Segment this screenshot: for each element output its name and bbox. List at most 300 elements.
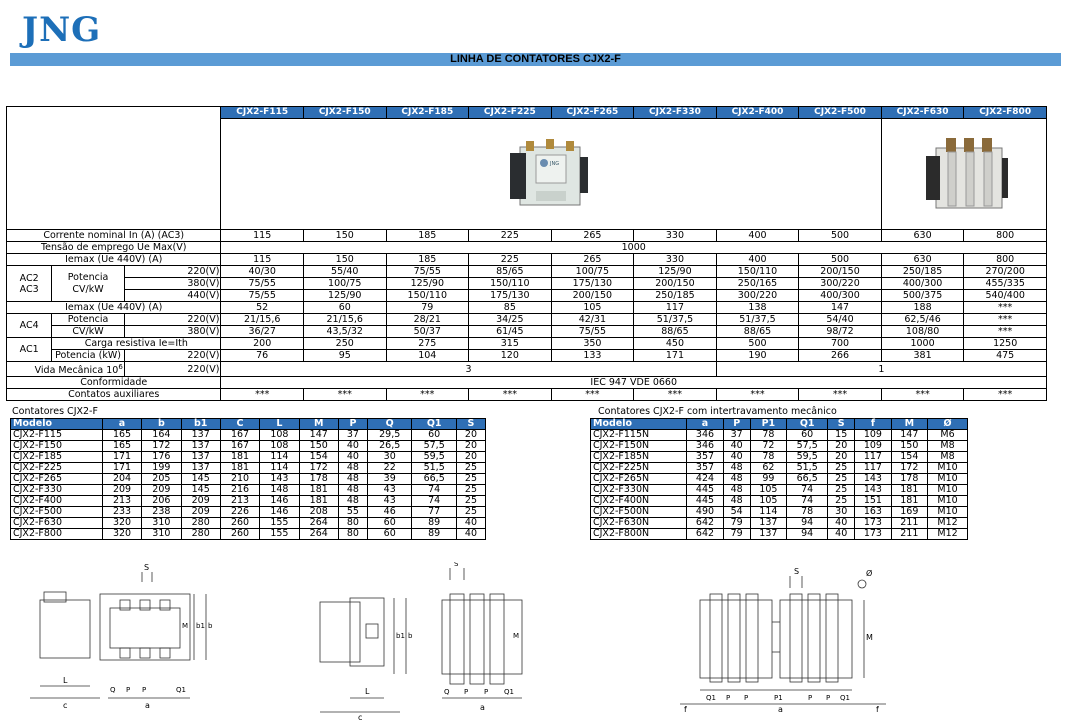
cell: IEC 947 VDE 0660 — [221, 377, 1047, 389]
table-cell: 15 — [828, 430, 855, 441]
cell: 61/45 — [469, 326, 552, 338]
interlock-dimensions-table — [590, 418, 968, 540]
cell: 450 — [634, 338, 717, 350]
table-cell: 145 — [181, 474, 220, 485]
dim-label-M: M — [866, 633, 873, 642]
potencia-label — [52, 266, 124, 302]
table-cell: 346 — [687, 441, 723, 452]
cell: 54/40 — [799, 314, 882, 326]
table-cell: 310 — [142, 529, 181, 540]
cell: 150/110 — [716, 266, 799, 278]
table-cell: 25 — [828, 485, 855, 496]
cell: 225 — [469, 254, 552, 266]
table-cell: 167 — [220, 430, 259, 441]
table-cell: 147 — [891, 430, 927, 441]
table-cell: 59,5 — [412, 452, 456, 463]
table-cell: 114 — [260, 452, 299, 463]
spec-row-ac4-220 — [7, 314, 1047, 326]
table-cell: 490 — [687, 507, 723, 518]
cell: 75/55 — [551, 326, 634, 338]
voltage-label: 220(V) — [124, 362, 221, 377]
table-cell: 176 — [142, 452, 181, 463]
table-cell: 25 — [456, 485, 485, 496]
table-cell: 206 — [142, 496, 181, 507]
table-cell: 48 — [338, 496, 367, 507]
table-cell: 320 — [102, 529, 141, 540]
table-cell: 117 — [855, 452, 891, 463]
cell: 200 — [221, 338, 304, 350]
dim-label-c: c — [63, 701, 68, 710]
table-cell: 445 — [687, 485, 723, 496]
cell: 125/90 — [634, 266, 717, 278]
table-cell: 346 — [687, 430, 723, 441]
table-cell: 145 — [181, 485, 220, 496]
cell: 52 — [221, 302, 304, 314]
table-cell: 114 — [260, 463, 299, 474]
cell: 300/220 — [799, 278, 882, 290]
cell: 185 — [386, 254, 469, 266]
cell: 85/65 — [469, 266, 552, 278]
table-cell: 209 — [181, 496, 220, 507]
cell: 60 — [303, 302, 386, 314]
table-row — [11, 430, 486, 441]
column-header: Modelo — [591, 419, 687, 430]
table-cell: 137 — [181, 441, 220, 452]
table-cell: 39 — [367, 474, 411, 485]
table-cell: 60 — [787, 430, 828, 441]
cell: *** — [469, 389, 552, 401]
dim-label-P: P — [808, 694, 813, 702]
cell: 51/37,5 — [716, 314, 799, 326]
table-cell: 226 — [220, 507, 259, 518]
row-label: Tensão de emprego Ue Max(V) — [7, 242, 221, 254]
table-cell: 146 — [260, 496, 299, 507]
dim-label-Q1: Q1 — [840, 694, 850, 702]
table-cell: 171 — [102, 452, 141, 463]
cell: 100/75 — [551, 266, 634, 278]
spec-row-ac1-potencia — [7, 350, 1047, 362]
table-cell: 209 — [102, 485, 141, 496]
table-cell: 154 — [891, 452, 927, 463]
table-cell: CJX2-F150 — [11, 441, 103, 452]
dim-label-b1: b1 — [396, 632, 405, 640]
table-cell: 424 — [687, 474, 723, 485]
cell: 500 — [716, 338, 799, 350]
table-cell: 155 — [260, 518, 299, 529]
model-header: CJX2-F225 — [469, 107, 552, 119]
cell: 400 — [716, 254, 799, 266]
voltage-label: 380(V) — [124, 326, 221, 338]
table-cell: 181 — [891, 485, 927, 496]
table-cell: 181 — [220, 463, 259, 474]
potencia-text: Potencia — [67, 271, 109, 283]
cell: 250/185 — [634, 290, 717, 302]
table-cell: 165 — [102, 441, 141, 452]
cell: 1250 — [964, 338, 1047, 350]
table-row — [11, 529, 486, 540]
cell: 200/150 — [799, 266, 882, 278]
table-cell: CJX2-F115N — [591, 430, 687, 441]
table-cell: 78 — [750, 452, 786, 463]
table-row — [11, 463, 486, 474]
table-cell: CJX2-F150N — [591, 441, 687, 452]
table-cell: 40 — [723, 441, 750, 452]
table-cell: 357 — [687, 463, 723, 474]
table-row — [11, 474, 486, 485]
cell: 250/165 — [716, 278, 799, 290]
cell: 500/375 — [881, 290, 964, 302]
table-cell: 74 — [412, 485, 456, 496]
spec-row-ac3-220 — [7, 266, 1047, 278]
table-cell: 216 — [220, 485, 259, 496]
spec-row-vida — [7, 362, 1047, 377]
table-cell: 150 — [299, 441, 338, 452]
table-cell: 211 — [891, 518, 927, 529]
table-cell: M8 — [928, 441, 968, 452]
table-cell: 209 — [181, 507, 220, 518]
table-cell: 40 — [828, 529, 855, 540]
table-cell: M12 — [928, 518, 968, 529]
table-cell: 80 — [338, 518, 367, 529]
table-cell: CJX2-F630N — [591, 518, 687, 529]
table-cell: CJX2-F265 — [11, 474, 103, 485]
column-header: b — [142, 419, 181, 430]
column-header: S — [456, 419, 485, 430]
cell: 105 — [551, 302, 634, 314]
table-cell: 108 — [260, 430, 299, 441]
table-cell: 20 — [828, 452, 855, 463]
cell: 150 — [303, 254, 386, 266]
dim-label-S: S — [794, 567, 800, 576]
cell: 117 — [634, 302, 717, 314]
row-label: Iemax (Ue 440V) (A) — [7, 254, 221, 266]
model-header: CJX2-F400 — [716, 107, 799, 119]
cell: 800 — [964, 254, 1047, 266]
cell: 40/30 — [221, 266, 304, 278]
table-cell: 74 — [412, 496, 456, 507]
table-cell: 78 — [750, 430, 786, 441]
table-cell: 233 — [102, 507, 141, 518]
table-cell: 137 — [750, 518, 786, 529]
cell: 115 — [221, 230, 304, 242]
cell: 330 — [634, 230, 717, 242]
cell: 1000 — [881, 338, 964, 350]
voltage-label: 220(V) — [124, 350, 221, 362]
spec-row-iemax-ac4 — [7, 302, 1047, 314]
column-header: Q — [367, 419, 411, 430]
dimensions-caption: Contatores CJX2-F — [12, 406, 98, 417]
cell: 150/110 — [386, 290, 469, 302]
row-label: Carga resistiva Ie=Ith — [52, 338, 221, 350]
table-cell: 165 — [102, 430, 141, 441]
row-label: Conformidade — [7, 377, 221, 389]
table-cell: 25 — [456, 474, 485, 485]
cell: *** — [221, 389, 304, 401]
table-cell: 22 — [367, 463, 411, 474]
table-cell: 211 — [891, 529, 927, 540]
table-cell: 79 — [723, 518, 750, 529]
vida-label — [7, 362, 125, 377]
table-cell: 30 — [367, 452, 411, 463]
cell: *** — [964, 314, 1047, 326]
table-cell: 445 — [687, 496, 723, 507]
cell: 104 — [386, 350, 469, 362]
table-cell: 155 — [260, 529, 299, 540]
cell: 175/130 — [469, 290, 552, 302]
table-cell: 173 — [855, 518, 891, 529]
table-cell: 26,5 — [367, 441, 411, 452]
cell: *** — [634, 389, 717, 401]
cell: 455/335 — [964, 278, 1047, 290]
column-header: Q1 — [787, 419, 828, 430]
cell: 175/130 — [551, 278, 634, 290]
table-cell: 20 — [456, 430, 485, 441]
table-cell: M10 — [928, 507, 968, 518]
table-cell: 57,5 — [787, 441, 828, 452]
column-header: a — [102, 419, 141, 430]
table-cell: 66,5 — [412, 474, 456, 485]
cell: 79 — [386, 302, 469, 314]
dim-label-P: P — [142, 686, 147, 694]
spec-row-ac3-380 — [7, 278, 1047, 290]
table-cell: 143 — [855, 485, 891, 496]
cell: 120 — [469, 350, 552, 362]
table-cell: CJX2-F630 — [11, 518, 103, 529]
table-cell: 94 — [787, 518, 828, 529]
table-cell: 51,5 — [412, 463, 456, 474]
column-header: P — [338, 419, 367, 430]
model-header: CJX2-F630 — [881, 107, 964, 119]
column-header: f — [855, 419, 891, 430]
table-cell: 172 — [142, 441, 181, 452]
cell: 21/15,6 — [303, 314, 386, 326]
table-cell: 40 — [723, 452, 750, 463]
dim-label-a: a — [145, 701, 150, 710]
model-header: CJX2-F115 — [221, 107, 304, 119]
table-cell: 43 — [367, 496, 411, 507]
table-cell: 280 — [181, 529, 220, 540]
table-cell: 213 — [102, 496, 141, 507]
table-cell: 51,5 — [787, 463, 828, 474]
dim-label-L: L — [63, 676, 68, 685]
voltage-label: 380(V) — [124, 278, 221, 290]
cell: *** — [964, 326, 1047, 338]
dim-label-Q1: Q1 — [504, 688, 514, 696]
cell: 50/37 — [386, 326, 469, 338]
table-cell: 310 — [142, 518, 181, 529]
dim-label-Q1: Q1 — [176, 686, 186, 694]
cell: 275 — [386, 338, 469, 350]
table-cell: 151 — [855, 496, 891, 507]
cell: 200/150 — [551, 290, 634, 302]
table-row — [11, 507, 486, 518]
dim-label-b: b — [408, 632, 413, 640]
table-cell: 72 — [750, 441, 786, 452]
table-cell: 48 — [723, 496, 750, 507]
column-header: b1 — [181, 419, 220, 430]
column-header: P — [723, 419, 750, 430]
table-cell: 109 — [855, 441, 891, 452]
potencia-text: Potencia — [52, 314, 124, 326]
table-cell: 48 — [338, 474, 367, 485]
voltage-label: 220(V) — [124, 314, 221, 326]
table-cell: M12 — [928, 529, 968, 540]
table-cell: 105 — [750, 485, 786, 496]
cell: 315 — [469, 338, 552, 350]
cell: 225 — [469, 230, 552, 242]
dim-label-M: M — [182, 622, 189, 630]
table-cell: 137 — [181, 452, 220, 463]
dim-label-P: P — [726, 694, 731, 702]
table-cell: 109 — [855, 430, 891, 441]
cell: 43,5/32 — [303, 326, 386, 338]
table-row — [11, 452, 486, 463]
ac2-label: AC2 — [19, 272, 39, 284]
table-row — [591, 441, 968, 452]
table-row — [591, 496, 968, 507]
table-cell: 173 — [855, 529, 891, 540]
cell: 115 — [221, 254, 304, 266]
spec-row-auxiliares — [7, 389, 1047, 401]
spec-row-tensao — [7, 242, 1047, 254]
table-cell: 357 — [687, 452, 723, 463]
cell: 1000 — [221, 242, 1047, 254]
table-cell: 209 — [142, 485, 181, 496]
dim-label-P: P — [826, 694, 831, 702]
cell: 500 — [799, 230, 882, 242]
cell: 540/400 — [964, 290, 1047, 302]
table-cell: 169 — [891, 507, 927, 518]
cell: 700 — [799, 338, 882, 350]
cvkw-text: CV/kW — [72, 283, 104, 295]
table-cell: 29,5 — [367, 430, 411, 441]
dim-label-P1: P1 — [774, 694, 783, 702]
table-cell: 25 — [828, 474, 855, 485]
table-cell: 25 — [456, 507, 485, 518]
cell: 62,5/46 — [881, 314, 964, 326]
cell: 147 — [799, 302, 882, 314]
table-cell: M10 — [928, 474, 968, 485]
brand-logo: JNG — [22, 10, 102, 50]
ac4-label: AC4 — [7, 314, 52, 338]
table-cell: 40 — [338, 452, 367, 463]
spec-row-ac4-380 — [7, 326, 1047, 338]
model-header: CJX2-F330 — [634, 107, 717, 119]
table-cell: 167 — [220, 441, 259, 452]
table-cell: 137 — [181, 430, 220, 441]
column-header: Modelo — [11, 419, 103, 430]
table-cell: 181 — [891, 496, 927, 507]
cell: 98/72 — [799, 326, 882, 338]
table-cell: CJX2-F500 — [11, 507, 103, 518]
table-cell: 264 — [299, 529, 338, 540]
dim-label-Q: Q — [110, 686, 116, 694]
row-label: Potencia (kW) — [52, 350, 124, 362]
table-cell: M10 — [928, 496, 968, 507]
table-cell: 163 — [855, 507, 891, 518]
table-cell: 199 — [142, 463, 181, 474]
table-cell: 210 — [220, 474, 259, 485]
contactor-photo-large — [914, 128, 1014, 218]
table-cell: 46 — [367, 507, 411, 518]
cell: 400/300 — [881, 278, 964, 290]
table-cell: 148 — [260, 485, 299, 496]
model-header: CJX2-F500 — [799, 107, 882, 119]
table-cell: 143 — [855, 474, 891, 485]
cell: 200/150 — [634, 278, 717, 290]
cell: 76 — [221, 350, 304, 362]
table-cell: M6 — [928, 430, 968, 441]
table-cell: 74 — [787, 485, 828, 496]
cell: 36/27 — [221, 326, 304, 338]
cell: 133 — [551, 350, 634, 362]
dim-label-c: c — [358, 713, 363, 720]
dim-label-P: P — [744, 694, 749, 702]
cell: 188 — [881, 302, 964, 314]
table-cell: 280 — [181, 518, 220, 529]
spec-row-iemax-ac3 — [7, 254, 1047, 266]
dim-label-Q: Q — [444, 688, 450, 696]
table-cell: 147 — [299, 430, 338, 441]
column-header: Ø — [928, 419, 968, 430]
model-header: CJX2-F800 — [964, 107, 1047, 119]
column-header: C — [220, 419, 259, 430]
table-cell: 40 — [456, 529, 485, 540]
table-cell: 25 — [828, 496, 855, 507]
dimensions-table — [10, 418, 486, 540]
table-cell: 137 — [750, 529, 786, 540]
table-cell: 25 — [828, 463, 855, 474]
table-cell: 80 — [338, 529, 367, 540]
cell: 3 — [221, 362, 716, 377]
cell: 270/200 — [964, 266, 1047, 278]
cell: 75/55 — [221, 290, 304, 302]
cell: 400/300 — [799, 290, 882, 302]
product-badge: JNG — [550, 160, 560, 167]
table-cell: 181 — [220, 452, 259, 463]
table-cell: 178 — [299, 474, 338, 485]
table-cell: M8 — [928, 452, 968, 463]
table-cell: 108 — [260, 441, 299, 452]
cell: 500 — [799, 254, 882, 266]
dim-label-f: f — [876, 705, 879, 712]
cell: 1 — [716, 362, 1046, 377]
cell: *** — [881, 389, 964, 401]
dimensions-header-row — [11, 419, 486, 430]
row-label: Contatos auxiliares — [7, 389, 221, 401]
cell: 265 — [551, 254, 634, 266]
table-cell: 78 — [787, 507, 828, 518]
table-cell: 40 — [456, 518, 485, 529]
cell: 381 — [881, 350, 964, 362]
dim-label-S: S — [144, 563, 150, 572]
dim-label-f: f — [684, 705, 687, 712]
table-cell: 48 — [723, 474, 750, 485]
cell: 100/75 — [303, 278, 386, 290]
table-cell: M10 — [928, 485, 968, 496]
cell: 150 — [303, 230, 386, 242]
table-cell: CJX2-F330 — [11, 485, 103, 496]
table-cell: 105 — [750, 496, 786, 507]
table-cell: 48 — [723, 485, 750, 496]
table-cell: CJX2-F115 — [11, 430, 103, 441]
table-row — [591, 452, 968, 463]
column-header: a — [687, 419, 723, 430]
product-photo-cell-small — [221, 119, 881, 230]
cell: 85 — [469, 302, 552, 314]
dim-label-S: S — [454, 562, 459, 568]
table-cell: CJX2-F330N — [591, 485, 687, 496]
